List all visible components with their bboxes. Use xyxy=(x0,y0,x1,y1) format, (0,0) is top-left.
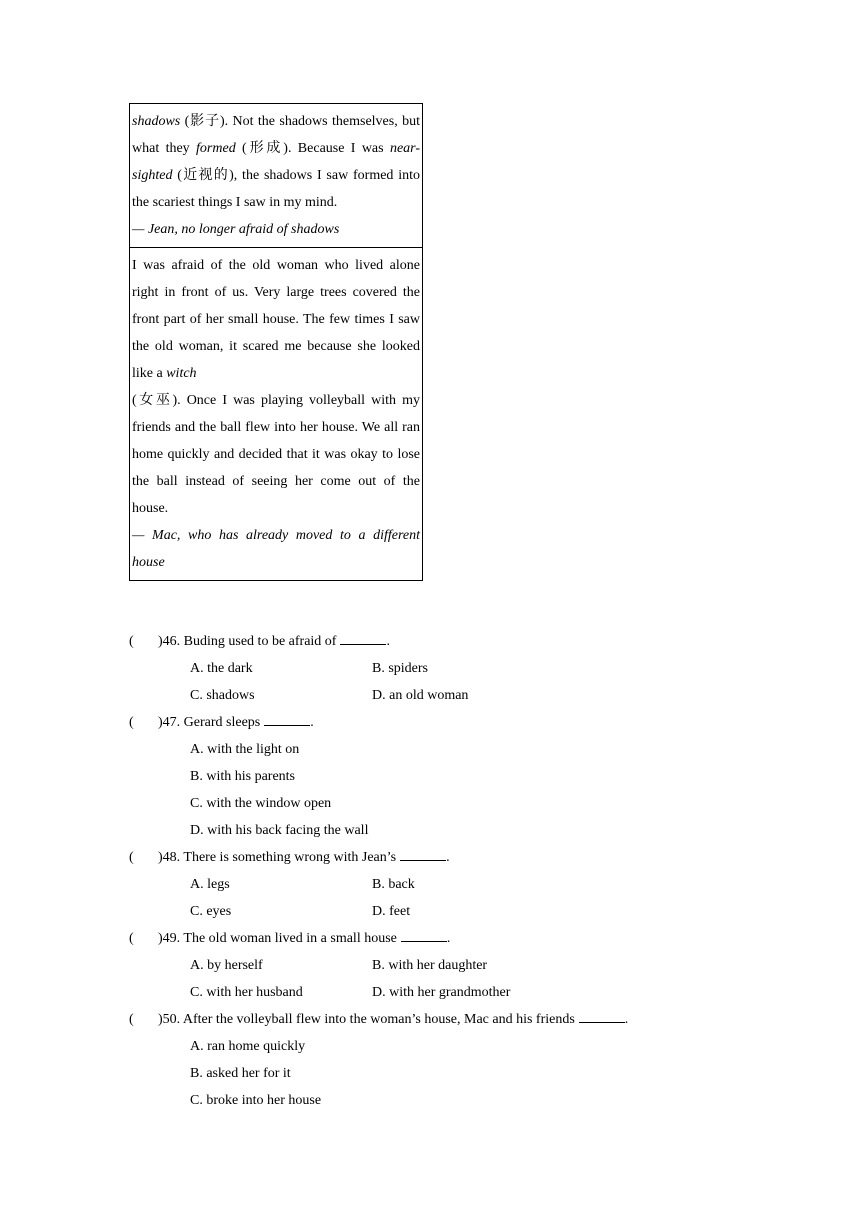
question-end: . xyxy=(624,1012,629,1027)
option[interactable]: D. with her grandmother xyxy=(372,985,511,1000)
question-text: )50. After the volleyball flew into the woman’s house, Mac and his friends xyxy=(158,1012,575,1027)
story-segment: (近视的), the shadows I saw formed into the scariest things I saw in my mind. xyxy=(132,168,420,210)
option[interactable]: C. with her husband xyxy=(190,985,303,1000)
question-block xyxy=(129,1006,729,1114)
questions-section xyxy=(129,628,729,1114)
story-cell xyxy=(130,248,423,581)
options-list xyxy=(129,952,729,1006)
story-cell xyxy=(130,104,423,248)
options-row xyxy=(190,952,729,979)
answer-blank xyxy=(340,628,386,645)
italic-term: shadows xyxy=(132,114,181,129)
question-stem xyxy=(129,844,729,871)
question-stem xyxy=(129,628,729,655)
answer-paren[interactable]: ( xyxy=(129,931,134,946)
option[interactable]: D. with his back facing the wall xyxy=(190,823,369,838)
option[interactable]: C. with the window open xyxy=(190,796,332,811)
italic-term: witch xyxy=(166,366,197,381)
story-row xyxy=(130,248,423,581)
option[interactable]: C. broke into her house xyxy=(190,1093,322,1108)
option[interactable]: C. shadows xyxy=(190,688,255,703)
option[interactable]: B. with his parents xyxy=(190,769,295,784)
story-segment: (影子). Not the shadows themselves, but what they xyxy=(132,114,420,156)
question-block xyxy=(129,709,729,844)
options-list xyxy=(129,736,729,844)
question-end: . xyxy=(386,634,390,649)
answer-blank xyxy=(400,844,446,861)
answer-blank xyxy=(579,1006,625,1023)
option[interactable]: D. feet xyxy=(372,904,411,919)
story-signature: — Jean, no longer afraid of shadows xyxy=(132,222,340,237)
question-stem xyxy=(129,925,729,952)
question-text: )48. There is something wrong with Jean’s xyxy=(158,850,397,865)
option[interactable]: B. spiders xyxy=(372,661,428,676)
answer-paren[interactable]: ( xyxy=(129,715,134,730)
question-text: )46. Buding used to be afraid of xyxy=(158,634,337,649)
answer-paren[interactable]: ( xyxy=(129,634,134,649)
question-block xyxy=(129,925,729,1006)
option[interactable]: D. an old woman xyxy=(372,688,469,703)
option[interactable]: A. by herself xyxy=(190,958,263,973)
italic-term: near-sighted xyxy=(132,141,420,183)
question-stem xyxy=(129,1006,729,1033)
story-segment: (女巫). Once I was playing volleyball with my friends and the ball flew into her house. We all ran home quickly and decided that it was okay to lose the ball instead of seeing her come out of the house. xyxy=(132,393,420,516)
option[interactable]: B. back xyxy=(372,877,415,892)
stories-table xyxy=(129,103,423,581)
question-stem xyxy=(129,709,729,736)
options-row xyxy=(190,682,729,709)
option[interactable]: A. with the light on xyxy=(190,742,300,757)
option[interactable]: A. legs xyxy=(190,877,230,892)
story-segment: I was afraid of the old woman who lived alone right in front of us. Very large trees covered the front part of her small house. The few times I saw the old woman, it scared me because she looked like a xyxy=(132,258,420,381)
story-text xyxy=(132,108,420,216)
question-text: )47. Gerard sleeps xyxy=(158,715,261,730)
story-row xyxy=(130,104,423,248)
question-text: )49. The old woman lived in a small house xyxy=(158,931,397,946)
option[interactable]: C. eyes xyxy=(190,904,232,919)
options-list xyxy=(129,1033,729,1114)
option[interactable]: B. with her daughter xyxy=(372,958,488,973)
option[interactable]: A. the dark xyxy=(190,661,253,676)
answer-blank xyxy=(401,925,447,942)
answer-paren[interactable]: ( xyxy=(129,1012,134,1027)
options-row xyxy=(190,655,729,682)
question-block xyxy=(129,844,729,925)
options-row xyxy=(190,979,729,1006)
options-list xyxy=(129,655,729,709)
question-end: . xyxy=(310,715,314,730)
story-segment: (形成). Because I was xyxy=(235,141,390,156)
answer-blank xyxy=(264,709,310,726)
options-list xyxy=(129,871,729,925)
options-row xyxy=(190,898,729,925)
story-text xyxy=(132,252,420,522)
question-end: . xyxy=(446,931,451,946)
options-row xyxy=(190,871,729,898)
option[interactable]: A. ran home quickly xyxy=(190,1039,306,1054)
option[interactable]: B. asked her for it xyxy=(190,1066,291,1081)
answer-paren[interactable]: ( xyxy=(129,850,134,865)
question-end: . xyxy=(446,850,450,865)
story-signature: — Mac, who has already moved to a different house xyxy=(132,528,420,570)
italic-term: formed xyxy=(196,141,236,156)
question-block xyxy=(129,628,729,709)
